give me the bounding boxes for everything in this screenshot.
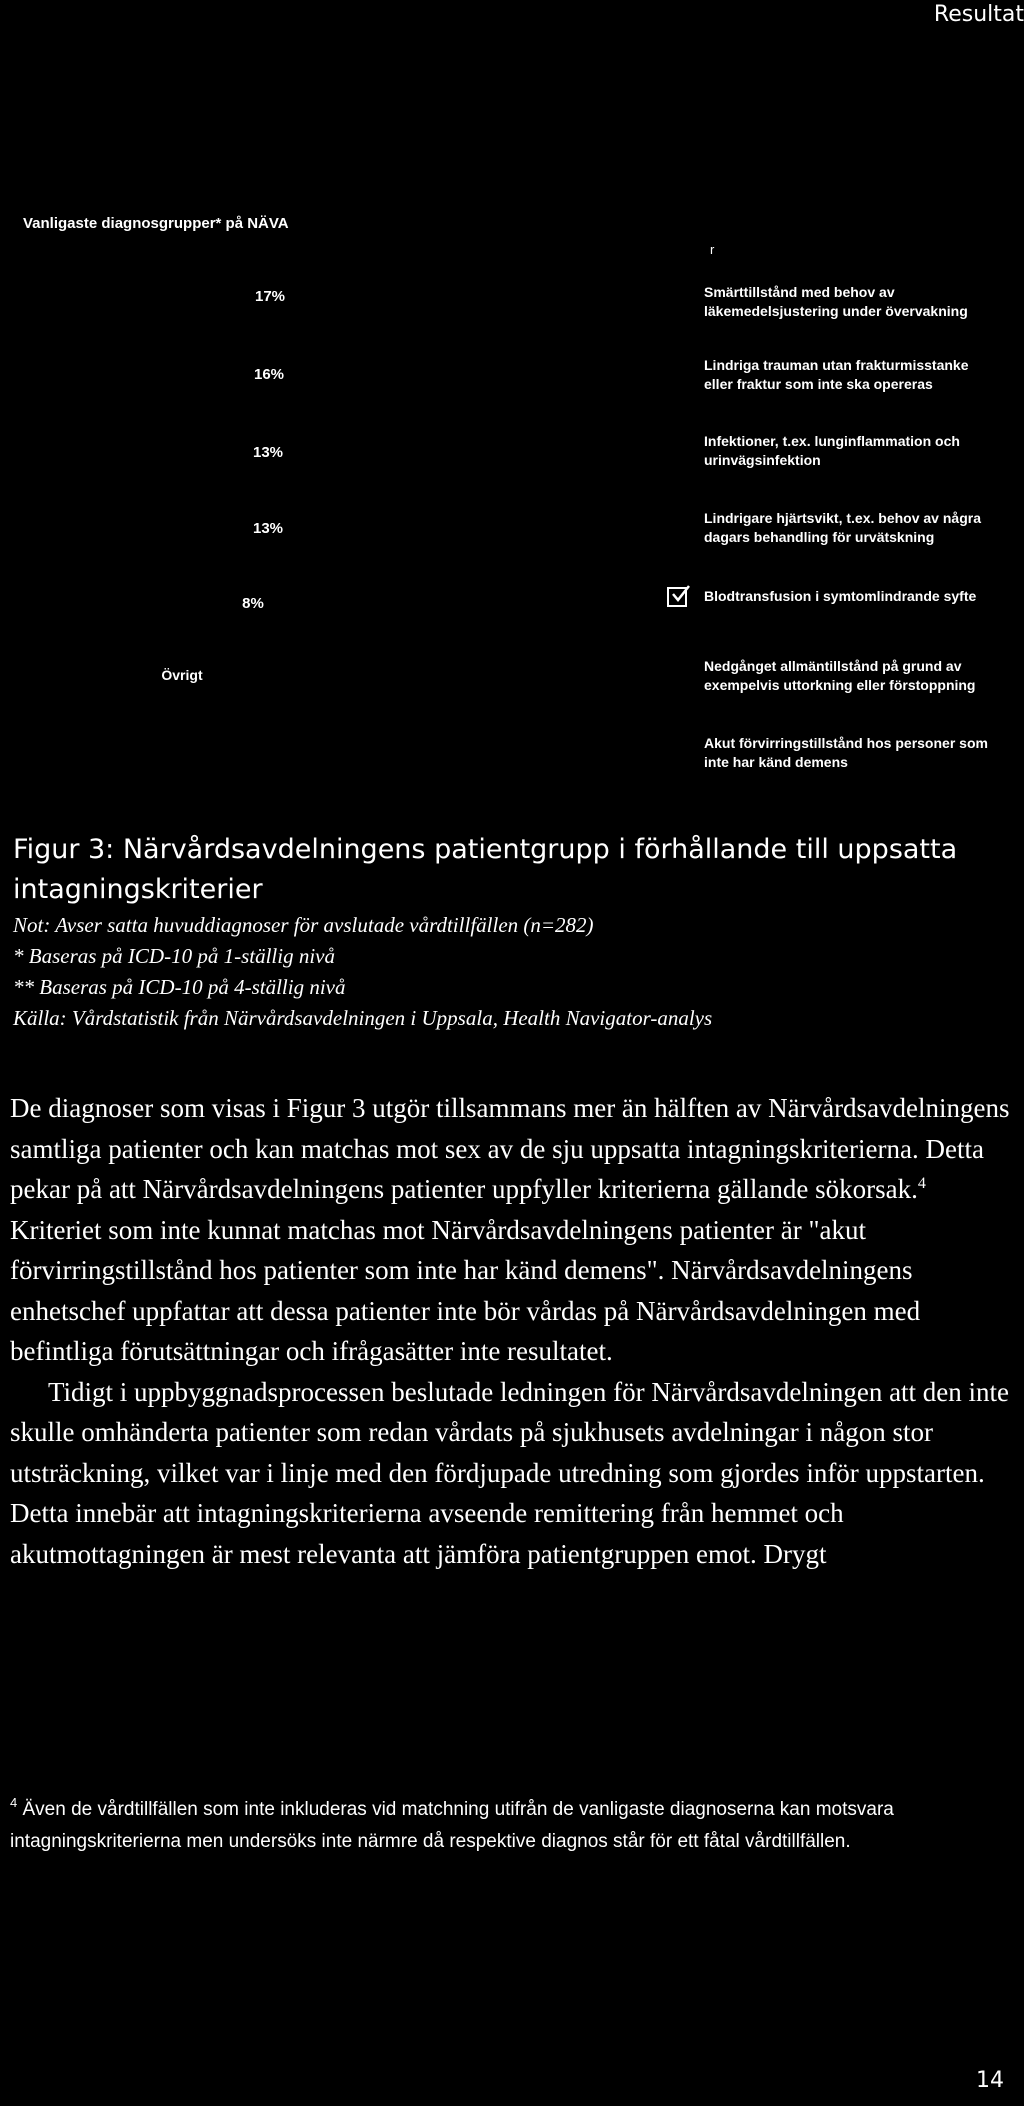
criterion-line: Blodtransfusion i symtomlindrande syfte	[704, 588, 977, 604]
figure-mark: r	[710, 242, 715, 257]
criterion-line: Akut förvirringstillstånd hos personer som	[704, 735, 988, 751]
criterion-item	[704, 432, 1024, 470]
percentage-label: 17%	[254, 288, 286, 305]
other-label: Övrigt	[161, 667, 203, 683]
criterion-item	[704, 283, 1024, 321]
criterion-line: Lindriga trauman utan frakturmisstanke	[704, 357, 969, 373]
criterion-item	[704, 734, 1024, 772]
footnote-marker: 4	[10, 1795, 18, 1810]
criterion-item	[704, 657, 1024, 695]
footnote-ref[interactable]: 4	[917, 1175, 926, 1192]
caption-title-line: Figur 3: Närvårdsavdelningens patientgrupp i förhållande till uppsatta	[13, 834, 958, 865]
caption-title-line: intagningskriterier	[13, 874, 263, 905]
caption-note: Not: Avser satta huvuddiagnoser för avslutade vårdtillfällen (n=282)	[13, 913, 594, 937]
percentage-label: 8%	[242, 595, 264, 612]
paragraph	[10, 1088, 1018, 1372]
caption-source: Källa: Vårdstatistik från Närvårdsavdelningen i Uppsala, Health Navigator-analys	[13, 1006, 713, 1030]
footnote	[10, 1794, 1010, 1858]
percentage-label: 16%	[253, 366, 285, 383]
percentage-label: 13%	[252, 520, 284, 537]
criterion-line: Nedgånget allmäntillstånd på grund av	[704, 658, 962, 674]
running-header: Resultat	[933, 2, 1024, 27]
criterion-item	[704, 356, 1024, 394]
checkbox-checked-icon	[667, 587, 687, 607]
page-number: 14	[976, 2068, 1004, 2093]
criterion-line: inte har känd demens	[704, 754, 848, 770]
criterion-item	[704, 587, 1024, 606]
criterion-line: eller fraktur som inte ska opereras	[704, 376, 933, 392]
footnote-text: Även de vårdtillfällen som inte inkluderas vid matchning utifrån de vanligaste diagnoserna kan motsvara intagningskriterierna men undersöks inte närmre då respektive diagnos står för ett fåtal vårdtillfällen.	[10, 1799, 894, 1852]
caption-footnote: * Baseras på ICD-10 på 1-ställig nivå	[13, 944, 335, 968]
caption-footnote: ** Baseras på ICD-10 på 4-ställig nivå	[13, 975, 346, 999]
paragraph-text: Kriteriet som inte kunnat matchas mot Närvårdsavdelningens patienter är "akut förvirringstillstånd hos patienter som inte har känd demens". Närvårdsavdelningens enhetschef uppfattar att dessa patienter inte bör vårdas på Närvårdsavdelningen med befintliga förutsättningar och ifrågasätter inte resultatet.	[10, 1214, 921, 1366]
percentage-label: 13%	[252, 444, 284, 461]
criterion-line: dagars behandling för urvätskning	[704, 529, 935, 545]
criterion-line: exempelvis uttorkning eller förstoppning	[704, 677, 976, 693]
criterion-item	[704, 509, 1024, 547]
paragraph-text: De diagnoser som visas i Figur 3 utgör tillsammans mer än hälften av Närvårdsavdelningens samtliga patienter och kan matchas mot sex av de sju uppsatta intagningskriterierna. Detta pekar på att Närvårdsavdelningens patienter uppfyller kriterierna gällande sökorsak.	[10, 1093, 1010, 1204]
paragraph: Tidigt i uppbyggnadsprocessen beslutade ledningen för Närvårdsavdelningen att den inte skulle omhänderta patienter som redan vårdats på sjukhusets avdelningar i någon stor utsträckning, vilket var i linje med den fördjupade utredning som gjordes inför uppstarten. Detta innebär att intagningskriterierna avseende remittering från hemmet och akutmottagningen är mest relevanta att jämföra patientgruppen emot. Drygt	[10, 1376, 1010, 1569]
criterion-line: läkemedelsjustering under övervakning	[704, 303, 968, 319]
criterion-line: Smärttillstånd med behov av	[704, 284, 895, 300]
body-text	[10, 1088, 1018, 1574]
caption-title	[13, 830, 1003, 910]
figure-caption	[13, 830, 1003, 1034]
criterion-line: urinvägsinfektion	[704, 452, 821, 468]
figure-title: Vanligaste diagnosgrupper* på NÄVA	[23, 215, 289, 232]
criterion-line: Lindrigare hjärtsvikt, t.ex. behov av några	[704, 510, 981, 526]
criterion-line: Infektioner, t.ex. lunginflammation och	[704, 433, 960, 449]
